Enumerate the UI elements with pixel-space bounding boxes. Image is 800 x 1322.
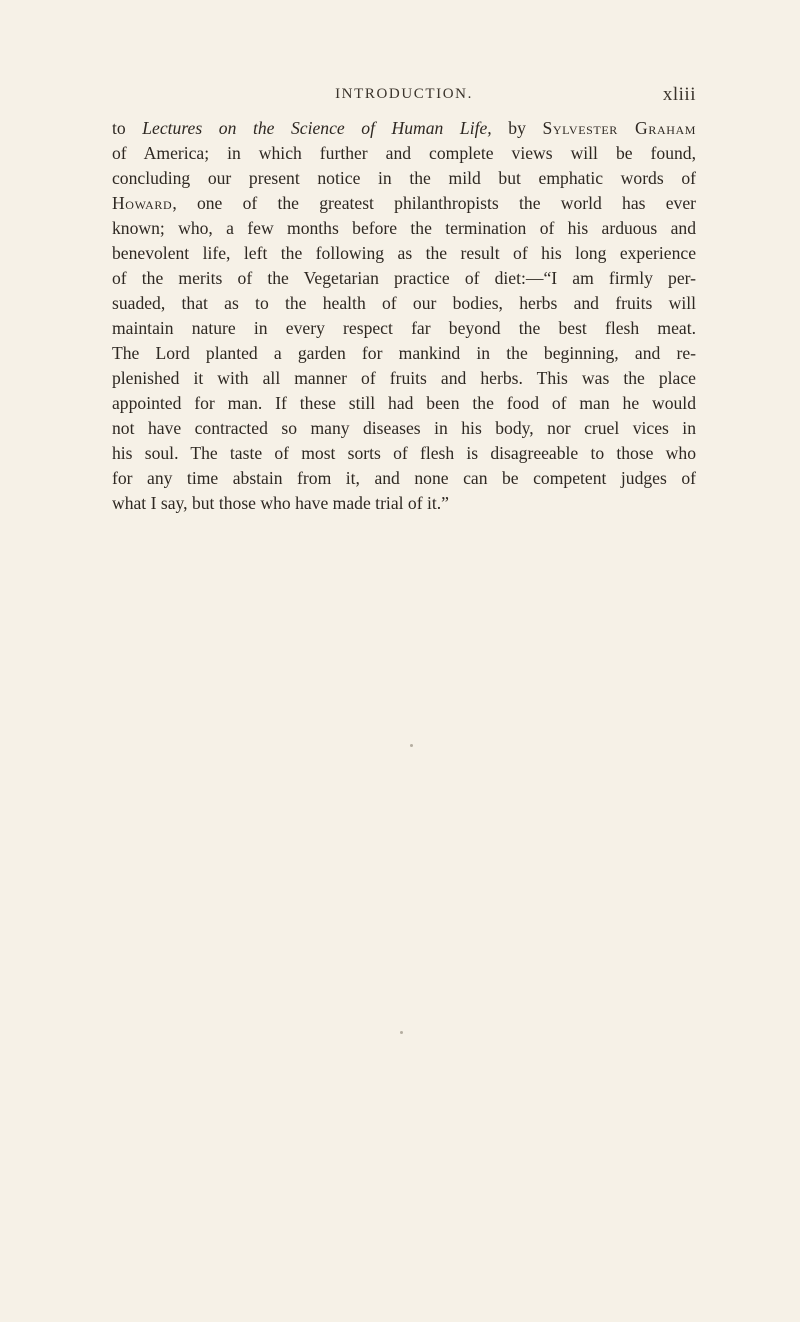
text-line: of the merits of the Vegetarian practice of diet:—“I am firmly per- [112,268,696,288]
text-line: known; who, a few months before the termination of his arduous and [112,218,696,238]
text-line: his soul. The taste of most sorts of flesh is disagreeable to those who [112,443,696,463]
person-name: Howard [112,193,173,213]
text-line: suaded, that as to the health of our bodies, herbs and fruits will [112,293,696,313]
body-paragraph [112,116,696,516]
page-number: xliii [662,84,696,105]
text-line: maintain nature in every respect far beyond the best flesh meat. [112,318,696,338]
page-header [112,86,696,116]
text-line: to Lectures on the Science of Human Life, by Sylvester Graham [112,118,697,138]
author-name: Sylvester Graham [542,118,697,138]
text-line: Howard, one of the greatest philanthropists the world has ever [112,193,696,213]
text-line: The Lord planted a garden for mankind in the beginning, and re- [112,343,696,363]
text-line: benevolent life, left the following as the result of his long experience [112,243,696,263]
text-line: appointed for man. If these still had been the food of man he would [112,393,696,413]
paper-speck [410,744,413,747]
text-line: for any time abstain from it, and none can be competent judges of [112,468,696,488]
paper-speck [400,1031,403,1034]
text-line: what I say, but those who have made trial of it.” [112,493,449,513]
text-line: of America; in which further and complete views will be found, [112,143,696,163]
text-line: not have contracted so many diseases in his body, nor cruel vices in [112,418,696,438]
book-title: Lectures on the Science of Human Life, [142,118,492,138]
text-line: plenished it with all manner of fruits and herbs. This was the place [112,368,696,388]
text-line: concluding our present notice in the mild but emphatic words of [112,168,696,188]
running-title: INTRODUCTION. [335,86,473,102]
